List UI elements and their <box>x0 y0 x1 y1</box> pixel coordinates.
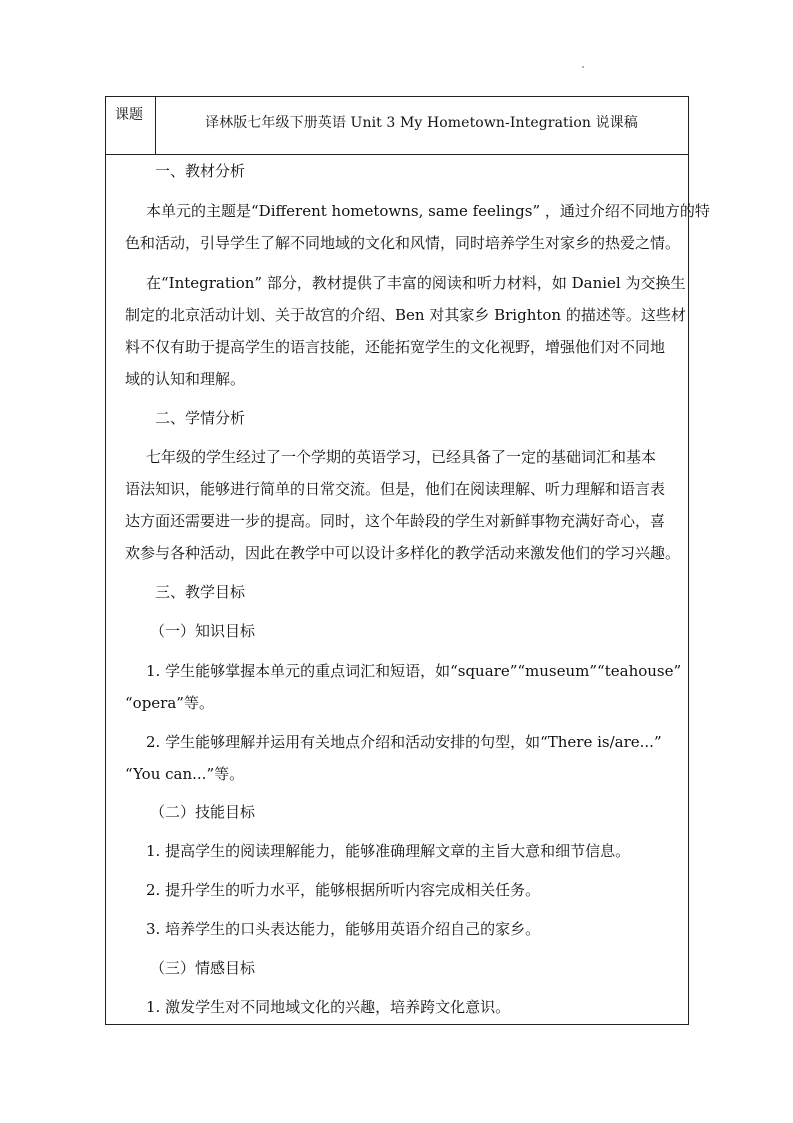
page-mark-dot <box>582 66 584 68</box>
subheading-skill-objectives: （二）技能目标 <box>150 803 256 821</box>
objective-item: 1. 提高学生的阅读理解能力，能够准确理解文章的主旨大意和细节信息。 <box>146 842 631 860</box>
objective-item: 1. 激发学生对不同地域文化的兴趣，培养跨文化意识。 <box>146 998 511 1016</box>
paragraph-line: 七年级的学生经过了一个学期的英语学习，已经具备了一定的基础词汇和基本 <box>146 448 657 466</box>
title-cell <box>156 97 688 154</box>
paragraph-line: 达方面还需要进一步的提高。同时，这个年龄段的学生对新鲜事物充满好奇心，喜 <box>125 512 666 530</box>
document-title: 译林版七年级下册英语 Unit 3 My Hometown-Integration 说课稿 <box>205 115 638 131</box>
label-cell <box>106 97 156 154</box>
objective-item: 1. 学生能够掌握本单元的重点词汇和短语，如“square”“museum”“teahouse” <box>146 662 682 680</box>
paragraph-line: 色和活动，引导学生了解不同地域的文化和风情，同时培养学生对家乡的热爱之情。 <box>125 234 681 252</box>
paragraph-line: 在“Integration” 部分，教材提供了丰富的阅读和听力材料，如 Daniel 为交换生 <box>146 274 686 292</box>
objective-item: 3. 培养学生的口头表达能力，能够用英语介绍自己的家乡。 <box>146 920 541 938</box>
paragraph-line: 本单元的主题是“Different hometowns, same feelings” ，通过介绍不同地方的特 <box>146 202 710 220</box>
section-heading-teaching-objectives: 三、教学目标 <box>155 583 246 601</box>
subheading-knowledge-objectives: （一）知识目标 <box>150 622 256 640</box>
paragraph-line: 语法知识，能够进行简单的日常交流。但是，他们在阅读理解、听力理解和语言表 <box>125 480 666 498</box>
subheading-emotional-objectives: （三）情感目标 <box>150 959 256 977</box>
paragraph-line: 料不仅有助于提高学生的语言技能，还能拓宽学生的文化视野，增强他们对不同地 <box>125 338 666 356</box>
objective-item-continued: “You can...”等。 <box>125 765 245 783</box>
section-heading-textbook-analysis: 一、教材分析 <box>155 162 246 180</box>
topic-label: 课题 <box>115 107 143 123</box>
paragraph-line: 制定的北京活动计划、关于故宫的介绍、Ben 对其家乡 Brighton 的描述等。这些材 <box>125 306 686 324</box>
lesson-plan-table <box>105 96 710 1025</box>
section-heading-student-analysis: 二、学情分析 <box>155 409 246 427</box>
paragraph-line: 域的认知和理解。 <box>125 370 246 388</box>
objective-item-continued: “opera”等。 <box>125 694 214 712</box>
objective-item: 2. 学生能够理解并运用有关地点介绍和活动安排的句型，如“There is/are...” <box>146 733 662 751</box>
objective-item: 2. 提升学生的听力水平，能够根据所听内容完成相关任务。 <box>146 881 541 899</box>
paragraph-line: 欢参与各种活动，因此在教学中可以设计多样化的教学活动来激发他们的学习兴趣。 <box>125 544 681 562</box>
header-row <box>106 97 688 155</box>
